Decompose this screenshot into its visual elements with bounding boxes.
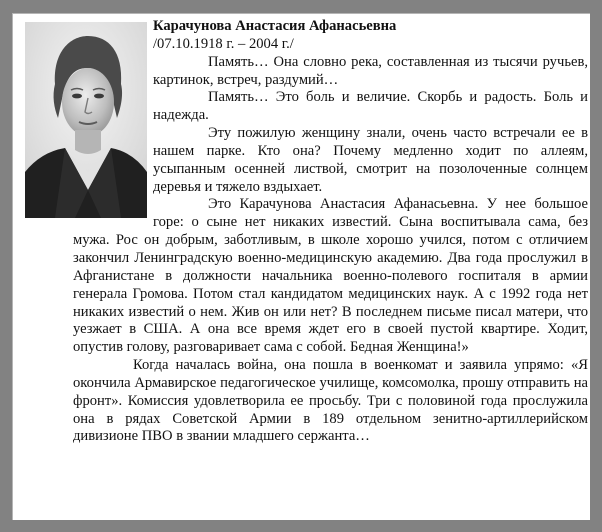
portrait-photo xyxy=(25,22,147,218)
paragraph: Когда началась война, она пошла в военкомат и заявила упрямо: «Я окончила Армавирское педагогическое училище, комсомолка, прошу отправить на фронт». Комиссия удовлетворила ее просьбу. Три с половиной года прослужила она в рядах Советской Армии в 189 отдельном зенитно-артиллерийском дивизионе ПВО в звании младшего сержанта… xyxy=(73,357,588,445)
portrait-photo-icon xyxy=(25,22,147,218)
page-card xyxy=(12,13,590,520)
person-name: Карачунова Анастасия Афанасьевна xyxy=(153,18,397,34)
life-dates: /07.10.1918 г. – 2004 г./ xyxy=(153,35,294,52)
paragraph: Эту пожилую женщину знали, очень часто встречали ее в нашем парке. Кто она? Почему медленно ходит по аллеям, усыпанным осенней листвой, смотрит на позолоченные солнцем деревья и тяжело вздыхает. xyxy=(153,125,588,195)
paragraph: Память… Она словно река, составленная из тысячи ручьев, картинок, встреч, раздумий… xyxy=(153,53,588,88)
paragraph: Это Карачунова Анастасия Афанасьевна. У нее большое горе: о сыне нет никаких известий. Сына воспитывала сама, без мужа. Рос он добрым, заботливым, в школе хорошо учился, потом с отличием закончил Ленинградскую военно-медицинскую академию. Два года прослужил в Афганистане в должности начальника военно-полевого госпиталя в армии генерала Громова. Потом стал кандидатом медицинских наук. А с 1992 года нет никаких известий о нем. Жив он или нет? В последнем письме писал матери, что уезжает в США. А она все время ждет его в своей пустой квартире. Ходит, опустив голову, разговаривает сама с собой. Бедная Женщина!» xyxy=(73,196,588,356)
paragraph: Память… Это боль и величие. Скорбь и радость. Боль и надежда. xyxy=(153,89,588,124)
article xyxy=(73,17,588,446)
